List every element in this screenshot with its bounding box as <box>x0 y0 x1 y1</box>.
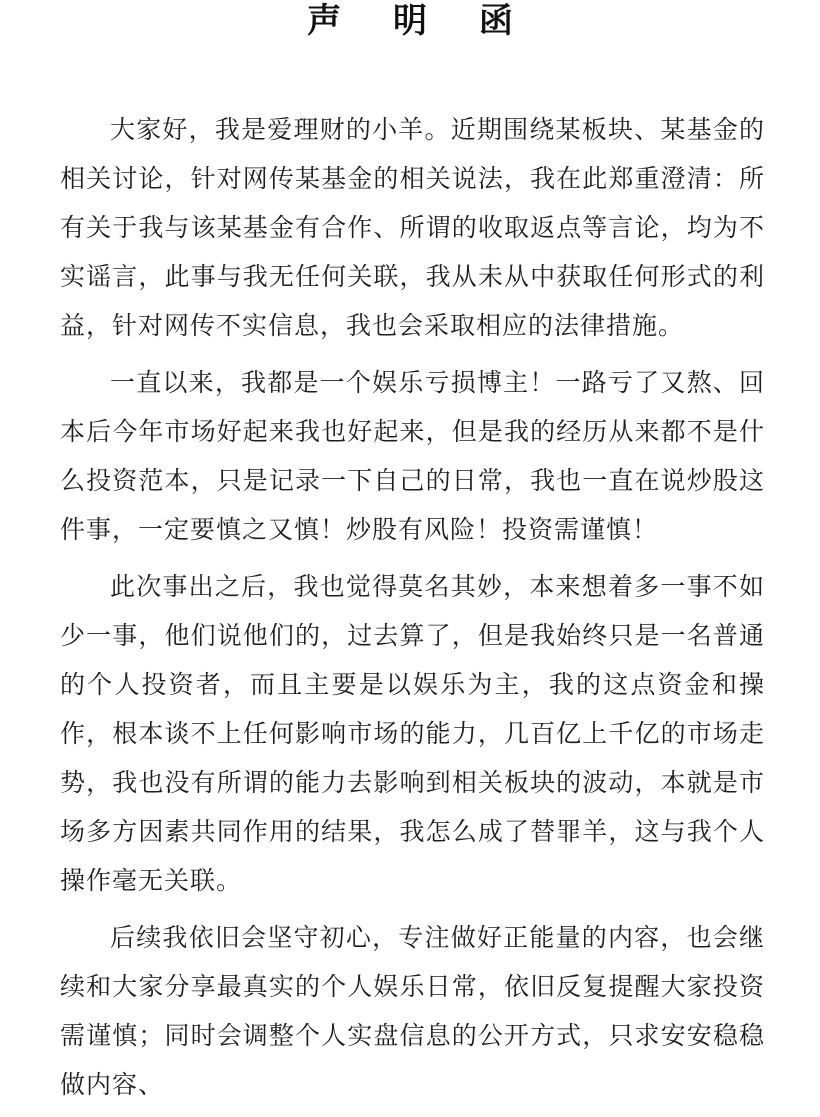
paragraph-after-incident: 此次事出之后，我也觉得莫名其妙，本来想着多一事不如少一事，他们说他们的，过去算了，但是我始终只是一名普通的个人投资者，而且主要是以娱乐为主，我的这点资金和操作，根本谈不上任何影响市场的能力，几百亿上千亿的市场走势，我也没有所谓的能力去影响到相关板块的波动，本就是市场多方因素共同作用的结果，我怎么成了替罪羊，这与我个人操作毫无关联。 <box>60 572 765 895</box>
document-body <box>60 105 765 1117</box>
paragraph-clarification: 大家好，我是爱理财的小羊。近期围绕某板块、某基金的相关讨论，针对网传某基金的相关说法，我在此郑重澄清：所有关于我与该某基金有合作、所谓的收取返点等言论，均为不实谣言，此事与我无任何关联，我从未从中获取任何形式的利益，针对网传不实信息，我也会采取相应的法律措施。 <box>60 115 765 340</box>
paragraph-background: 一直以来，我都是一个娱乐亏损博主！一路亏了又熬、回本后今年市场好起来我也好起来，但是我的经历从来都不是什么投资范本，只是记录一下自己的日常，我也一直在说炒股这件事，一定要慎之又慎！炒股有风险！投资需谨慎！ <box>60 368 765 544</box>
paragraph-follow-up: 后续我依旧会坚守初心，专注做好正能量的内容，也会继续和大家分享最真实的个人娱乐日常，依旧反复提醒大家投资需谨慎；同时会调整个人实盘信息的公开方式，只求安安稳稳做内容、 <box>60 923 765 1099</box>
document-title: 声 明 函 <box>307 1 533 41</box>
